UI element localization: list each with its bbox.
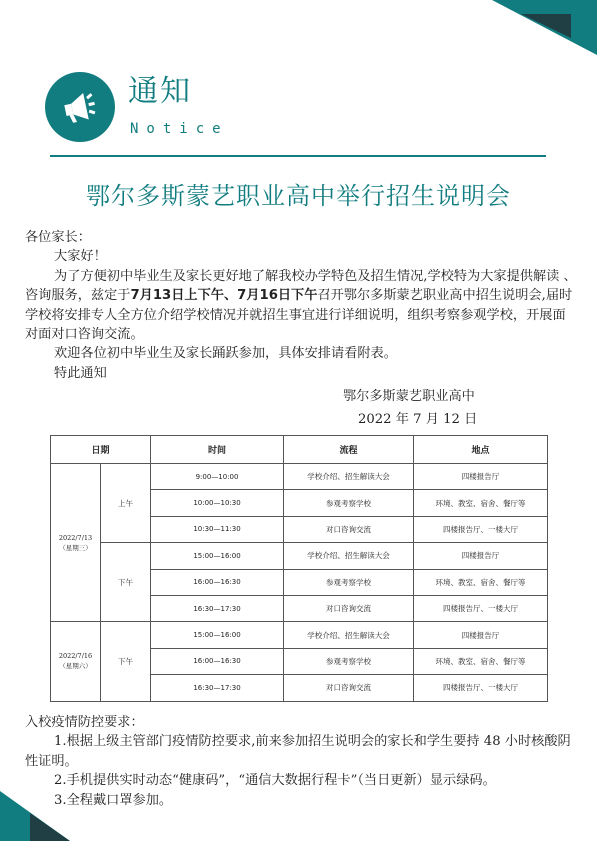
paragraph-2: 欢迎各位初中毕业生及家长踊跃参加，具体安排请看附表。 <box>54 346 397 362</box>
sign-date: 2022 年 7 月 12 日 <box>358 412 478 427</box>
paragraph-1-rest: 召开鄂尔多斯蒙艺职业高中招生说明会,届时学校将安排专人全方位介绍学校情况并就招生事宜进行详细说明，组织考察参观学校，开展面对面对口咨询交流。 <box>25 288 573 343</box>
salutation: 各位家长： <box>25 230 91 245</box>
header-badge <box>45 72 115 142</box>
flow-cell: 参观考察学校 <box>284 648 414 674</box>
header-flow: 流程 <box>284 436 414 464</box>
date-cell-day1: 2022/7/13 （星期三） <box>51 464 101 622</box>
greeting: 大家好！ <box>54 249 107 265</box>
time-cell: 16:00—16:30 <box>151 648 284 674</box>
letter-body <box>25 228 577 383</box>
time-cell: 15:00—16:00 <box>151 622 284 648</box>
table-row <box>51 543 548 569</box>
period-morning: 上午 <box>101 464 151 543</box>
time-cell: 10:30—11:30 <box>151 516 284 542</box>
flow-cell: 学校介绍、招生解读大会 <box>284 464 414 490</box>
closing: 特此通知 <box>54 365 107 381</box>
time-cell: 9:00—10:00 <box>151 464 284 490</box>
location-cell: 环境、教室、宿舍、餐厅等 <box>414 569 548 595</box>
location-cell: 环境、教室、宿舍、餐厅等 <box>414 490 548 516</box>
epidemic-requirements <box>25 713 580 810</box>
date-cell-day2: 2022/7/16 （星期六） <box>51 622 101 701</box>
flow-cell: 参观考察学校 <box>284 569 414 595</box>
paragraph-1 <box>25 267 577 345</box>
location-cell: 环境、教室、宿舍、餐厅等 <box>414 648 548 674</box>
flow-cell: 对口咨询交流 <box>284 516 414 542</box>
requirement-item: 2.手机提供实时动态“健康码”，“通信大数据行程卡”（当日更新）显示绿码。 <box>54 773 496 789</box>
location-cell: 四楼报告厅 <box>414 622 548 648</box>
paragraph-1-intro: 为了方便初中毕业生及家长更好地了解我校办学特色及招生情况,学校特为大家提供解读 、咨询服务，兹定于 <box>25 268 577 304</box>
notice-title: 通知 <box>128 74 192 109</box>
time-cell: 10:00—10:30 <box>151 490 284 516</box>
schedule-table <box>50 435 548 702</box>
period-afternoon: 下午 <box>101 543 151 622</box>
table-row <box>51 622 548 648</box>
location-cell: 四楼报告厅、一楼大厅 <box>414 516 548 542</box>
flow-cell: 学校介绍、招生解读大会 <box>284 543 414 569</box>
signer: 鄂尔多斯蒙艺职业高中 <box>343 389 475 404</box>
header-time: 时间 <box>151 436 284 464</box>
notice-subtitle: Notice <box>130 121 229 137</box>
header-divider <box>50 155 546 157</box>
time-cell: 16:30—17:30 <box>151 675 284 701</box>
location-cell: 四楼报告厅 <box>414 543 548 569</box>
flow-cell: 学校介绍、招生解读大会 <box>284 622 414 648</box>
flow-cell: 对口咨询交流 <box>284 595 414 621</box>
table-header-row <box>51 436 548 464</box>
location-cell: 四楼报告厅、一楼大厅 <box>414 675 548 701</box>
document-title: 鄂尔多斯蒙艺职业高中举行招生说明会 <box>86 182 511 210</box>
time-cell: 15:00—16:00 <box>151 543 284 569</box>
flow-cell: 对口咨询交流 <box>284 675 414 701</box>
event-dates: 7月13日上下午、7月16日下午 <box>130 288 318 304</box>
corner-decoration-top-right-inner <box>521 14 571 38</box>
requirements-title: 入校疫情防控要求： <box>25 715 144 730</box>
period-afternoon: 下午 <box>101 622 151 701</box>
header-location: 地点 <box>414 436 548 464</box>
corner-decoration-bottom-left-inner <box>30 813 70 841</box>
megaphone-icon <box>59 86 101 128</box>
time-cell: 16:30—17:30 <box>151 595 284 621</box>
time-cell: 16:00—16:30 <box>151 569 284 595</box>
location-cell: 四楼报告厅、一楼大厅 <box>414 595 548 621</box>
header-date: 日期 <box>51 436 151 464</box>
location-cell: 四楼报告厅 <box>414 464 548 490</box>
table-row <box>51 464 548 490</box>
flow-cell: 参观考察学校 <box>284 490 414 516</box>
requirement-item: 1.根据上级主管部门疫情防控要求,前来参加招生说明会的家长和学生要持 48 小时核酸阴性证明。 <box>25 734 571 769</box>
requirement-item: 3.全程戴口罩参加。 <box>54 792 173 808</box>
